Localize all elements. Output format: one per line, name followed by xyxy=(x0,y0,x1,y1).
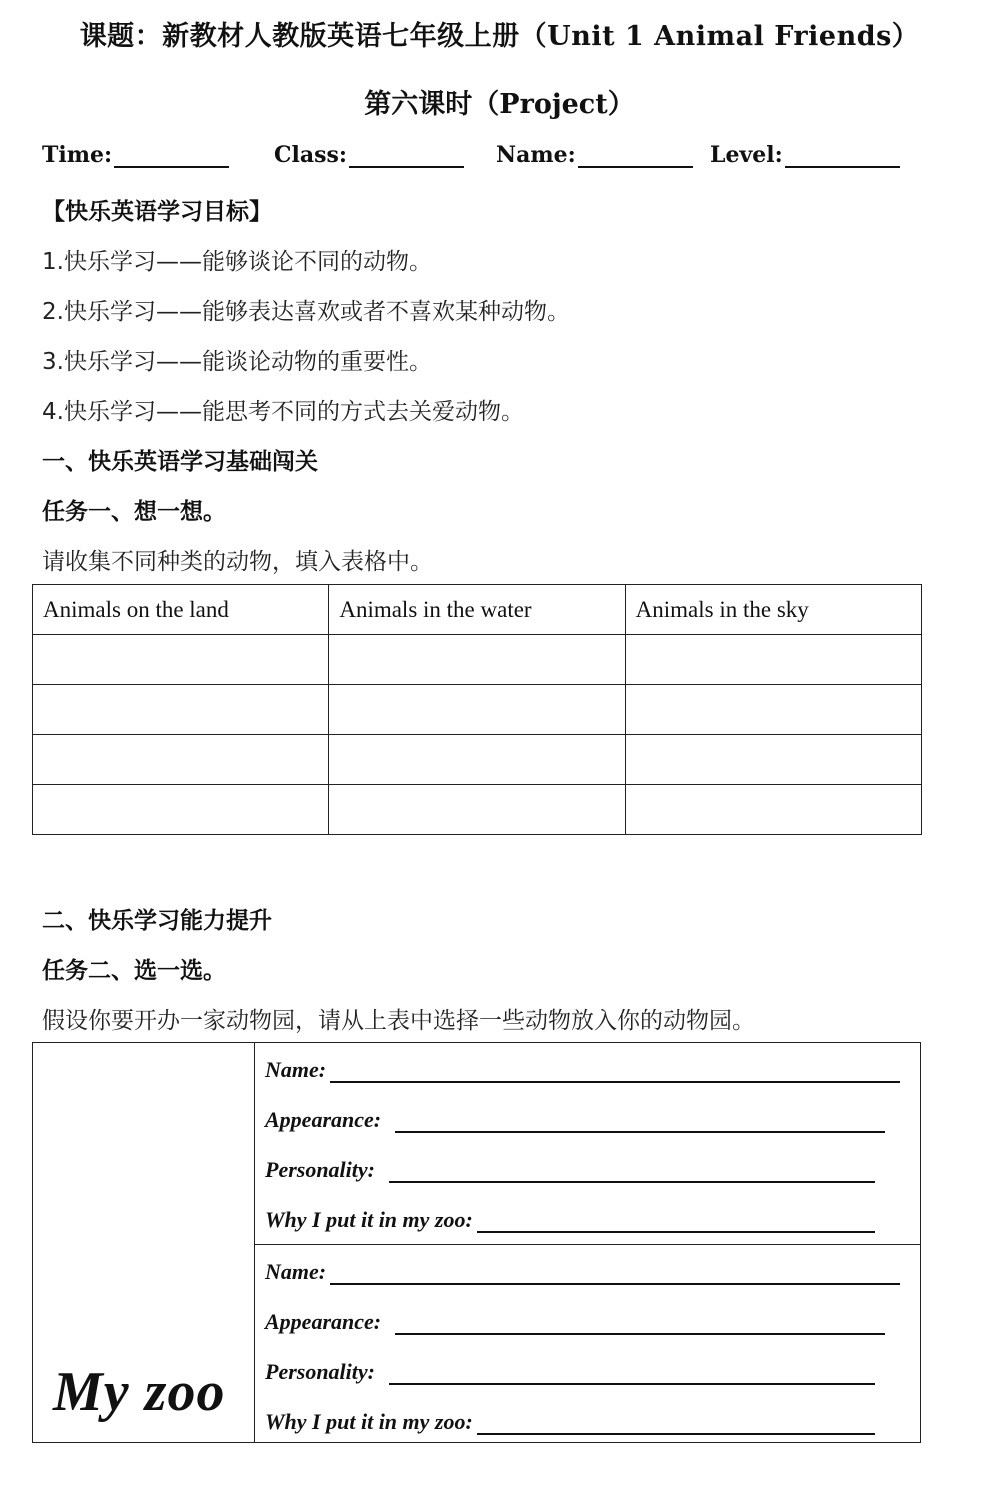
card-why-row xyxy=(265,1207,875,1233)
table-cell[interactable] xyxy=(33,735,329,785)
task2-instruction: 假设你要开办一家动物园，请从上表中选择一些动物放入你的动物园。 xyxy=(42,1008,755,1034)
table-cell[interactable] xyxy=(329,685,625,735)
goal-item: 3.快乐学习——能谈论动物的重要性。 xyxy=(42,349,432,375)
appearance-label: Appearance: xyxy=(265,1309,382,1334)
page-title: 课题：新教材人教版英语七年级上册（Unit 1 Animal Friends） xyxy=(79,21,920,52)
table-row xyxy=(33,785,922,835)
card-personality-row xyxy=(265,1157,875,1183)
name-blank[interactable] xyxy=(578,142,693,168)
level-label: Level: xyxy=(710,142,783,168)
personality-blank[interactable] xyxy=(389,1159,875,1183)
class-label: Class: xyxy=(274,142,348,168)
class-field xyxy=(274,142,464,168)
personality-label: Personality: xyxy=(265,1359,375,1384)
name-blank[interactable] xyxy=(330,1059,900,1083)
task1-instruction: 请收集不同种类的动物，填入表格中。 xyxy=(42,549,433,575)
appearance-blank[interactable] xyxy=(395,1311,885,1335)
section1-heading: 一、快乐英语学习基础闯关 xyxy=(42,448,318,475)
table-row xyxy=(33,735,922,785)
appearance-blank[interactable] xyxy=(395,1109,885,1133)
table-cell[interactable] xyxy=(329,785,625,835)
name-blank[interactable] xyxy=(330,1261,900,1285)
table-cell[interactable] xyxy=(625,735,921,785)
why-blank[interactable] xyxy=(477,1411,875,1435)
table-cell[interactable] xyxy=(329,735,625,785)
section2-heading: 二、快乐学习能力提升 xyxy=(42,907,272,934)
table-header-row xyxy=(33,585,922,635)
header-land: Animals on the land xyxy=(33,585,329,635)
goals-heading: 【快乐英语学习目标】 xyxy=(42,198,272,225)
page-subtitle: 第六课时（Project） xyxy=(364,89,635,120)
goal-item: 4.快乐学习——能思考不同的方式去关爱动物。 xyxy=(42,399,524,425)
table-cell[interactable] xyxy=(625,685,921,735)
appearance-label: Appearance: xyxy=(265,1107,382,1132)
table-cell[interactable] xyxy=(33,635,329,685)
class-blank[interactable] xyxy=(349,142,464,168)
name-label: Name: xyxy=(496,142,576,168)
zoo-box xyxy=(32,1042,921,1443)
why-blank[interactable] xyxy=(477,1209,875,1233)
card-name-row xyxy=(265,1057,900,1083)
task2-heading: 任务二、选一选。 xyxy=(42,957,226,984)
goal-item: 2.快乐学习——能够表达喜欢或者不喜欢某种动物。 xyxy=(42,299,570,325)
name-label: Name: xyxy=(265,1057,327,1082)
table-cell[interactable] xyxy=(329,635,625,685)
personality-blank[interactable] xyxy=(389,1361,875,1385)
time-field xyxy=(42,142,229,168)
header-sky: Animals in the sky xyxy=(625,585,921,635)
name-field xyxy=(496,142,693,168)
card-name-row xyxy=(265,1259,900,1285)
table-cell[interactable] xyxy=(625,635,921,685)
table-cell[interactable] xyxy=(33,685,329,735)
level-blank[interactable] xyxy=(785,142,900,168)
personality-label: Personality: xyxy=(265,1157,375,1182)
why-label: Why I put it in my zoo: xyxy=(265,1207,473,1232)
table-cell[interactable] xyxy=(33,785,329,835)
time-blank[interactable] xyxy=(114,142,229,168)
name-label: Name: xyxy=(265,1259,327,1284)
animal-card xyxy=(255,1244,920,1444)
zoo-title-panel xyxy=(33,1043,255,1442)
table-row xyxy=(33,635,922,685)
task1-heading: 任务一、想一想。 xyxy=(42,498,226,525)
animal-card xyxy=(255,1043,920,1243)
card-appearance-row xyxy=(265,1309,885,1335)
card-appearance-row xyxy=(265,1107,885,1133)
table-cell[interactable] xyxy=(625,785,921,835)
table-row xyxy=(33,685,922,735)
card-why-row xyxy=(265,1409,875,1435)
header-water: Animals in the water xyxy=(329,585,625,635)
zoo-title: My zoo xyxy=(53,1361,226,1423)
goal-item: 1.快乐学习——能够谈论不同的动物。 xyxy=(42,249,432,275)
time-label: Time: xyxy=(42,142,113,168)
level-field xyxy=(710,142,900,168)
animals-table xyxy=(32,584,922,835)
why-label: Why I put it in my zoo: xyxy=(265,1409,473,1434)
card-personality-row xyxy=(265,1359,875,1385)
